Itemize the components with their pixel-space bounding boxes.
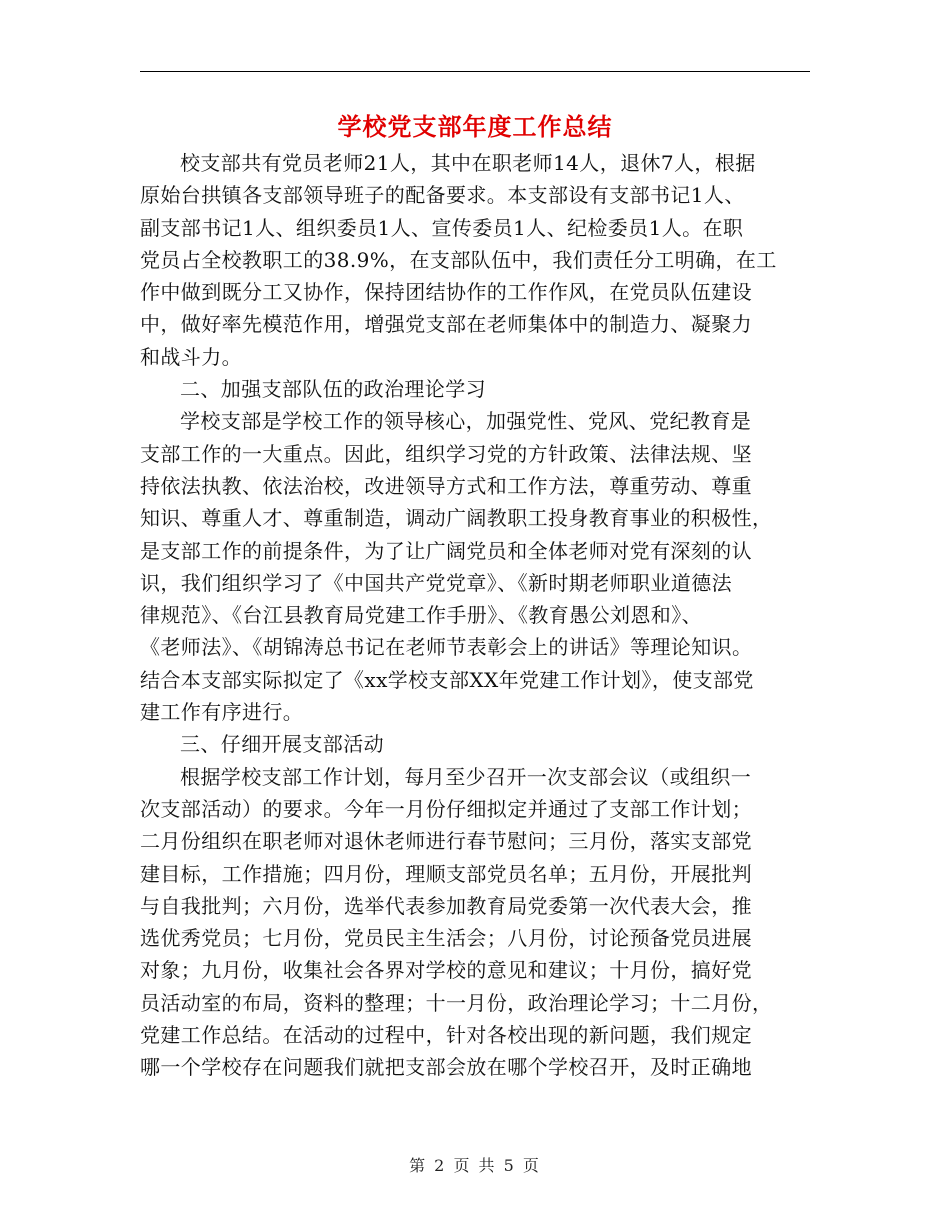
text-line: 建目标，工作措施；四月份，理顺支部党员名单；五月份，开展批判 bbox=[140, 861, 752, 886]
section-heading: 二、加强支部队伍的政治理论学习 bbox=[180, 377, 486, 402]
text-line: 持依法执教、依法治校，改进领导方式和工作方法，尊重劳动、尊重 bbox=[140, 473, 752, 498]
text-line: 律规范》、《台江县教育局党建工作手册》、《教育愚公刘恩和》、 bbox=[140, 603, 702, 628]
header-rule bbox=[140, 71, 810, 72]
text-line: 和战斗力。 bbox=[140, 344, 242, 369]
text-line: 员活动室的布局，资料的整理；十一月份，政治理论学习；十二月份， bbox=[140, 990, 773, 1015]
text-line: 原始台拱镇各支部领导班子的配备要求。本支部设有支部书记1人、 bbox=[140, 183, 745, 208]
text-line: 副支部书记1人、组织委员1人、宣传委员1人、纪检委员1人。在职 bbox=[140, 215, 744, 240]
section-heading: 三、仔细开展支部活动 bbox=[180, 732, 384, 757]
document-title: 学校党支部年度工作总结 bbox=[337, 112, 613, 141]
text-line: 《老师法》、《胡锦涛总书记在老师节表彰会上的讲话》等理论知识。 bbox=[140, 635, 753, 660]
text-line: 作中做到既分工又协作，保持团结协作的工作作风，在党员队伍建设 bbox=[140, 280, 752, 305]
text-line: 是支部工作的前提条件，为了让广阔党员和全体老师对党有深刻的认 bbox=[140, 538, 752, 563]
text-line: 与自我批判；六月份，选举代表参加教育局党委第一次代表大会，推 bbox=[140, 893, 752, 918]
text-line: 建工作有序进行。 bbox=[140, 700, 304, 725]
text-line: 哪一个学校存在问题我们就把支部会放在哪个学校召开，及时正确地 bbox=[140, 1055, 752, 1080]
text-line: 党员占全校教职工的38.9%，在支部队伍中，我们责任分工明确，在工 bbox=[140, 247, 777, 272]
document-body bbox=[140, 147, 810, 1084]
text-line: 学校支部是学校工作的领导核心，加强党性、党风、党纪教育是 bbox=[180, 409, 752, 434]
page-number-footer: 第 2 页 共 5 页 bbox=[409, 1156, 541, 1175]
text-line: 党建工作总结。在活动的过程中，针对各校出现的新问题，我们规定 bbox=[140, 1023, 752, 1048]
text-line: 结合本支部实际拟定了《xx学校支部XX年党建工作计划》，使支部党 bbox=[140, 667, 754, 692]
text-line: 中，做好率先模范作用，增强党支部在老师集体中的制造力、凝聚力 bbox=[140, 312, 752, 337]
text-line: 识，我们组织学习了《中国共产党党章》、《新时期老师职业道德法 bbox=[140, 570, 732, 595]
text-line: 选优秀党员；七月份，党员民主生活会；八月份，讨论预备党员进展 bbox=[140, 926, 752, 951]
text-line: 根据学校支部工作计划，每月至少召开一次支部会议（或组织一 bbox=[180, 764, 752, 789]
text-line: 支部工作的一大重点。因此，组织学习党的方针政策、法律法规、坚 bbox=[140, 441, 752, 466]
text-line: 次支部活动）的要求。今年一月份仔细拟定并通过了支部工作计划； bbox=[140, 796, 752, 821]
text-line: 二月份组织在职老师对退休老师进行春节慰问；三月份，落实支部党 bbox=[140, 829, 752, 854]
text-line: 校支部共有党员老师21人，其中在职老师14人，退休7人，根据 bbox=[180, 151, 756, 175]
text-line: 知识、尊重人才、尊重制造，调动广阔教职工投身教育事业的积极性， bbox=[140, 506, 773, 531]
text-line: 对象；九月份，收集社会各界对学校的意见和建议；十月份，搞好党 bbox=[140, 958, 752, 983]
